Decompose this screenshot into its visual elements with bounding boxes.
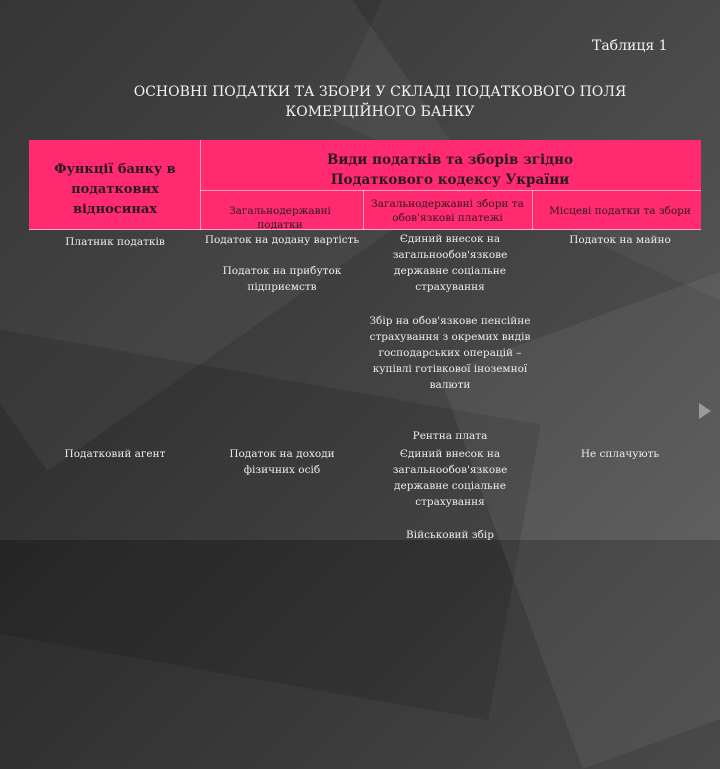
next-slide-arrow-icon[interactable]: [699, 403, 711, 419]
column-divider: [363, 190, 364, 230]
header-divider: [200, 190, 701, 191]
cell-unified-contribution: Єдиний внесок на загальнообов'язкове державне соціальне страхування: [392, 233, 508, 293]
header-state-taxes: Загальнодержавні податки: [229, 205, 331, 231]
cell-unified-contribution-agent: Єдиний внесок на загальнообов'язкове державне соціальне страхування: [392, 448, 508, 508]
cell-pension-fee: Збір на обов'язкове пенсійне страхування з окремих видів господарських операцій – купівлі готівкової іноземної валюти: [369, 315, 531, 391]
cell-vat: Податок на додану вартість: [204, 234, 360, 246]
cell-personal-income-tax: Податок на доходи фізичних осіб: [229, 448, 335, 476]
cell-military-fee: Військовий збір: [406, 529, 494, 541]
table-caption: Таблиця 1: [592, 38, 668, 54]
header-tax-types: Види податків та зборів згідно Податкового кодексу України: [326, 152, 574, 188]
cell-not-paid: Не сплачують: [580, 448, 660, 460]
header-local-taxes: Місцеві податки та збори: [549, 205, 691, 217]
page-title: [60, 82, 700, 122]
header-bottom-line: [29, 229, 701, 230]
row-role-taxpayer: Платник податків: [65, 236, 165, 248]
header-state-fees: Загальнодержавні збори та обов'язкові платежі: [371, 198, 524, 224]
cell-rent-payment: Рентна плата: [412, 430, 488, 442]
row-role-tax-agent: Податковий агент: [64, 448, 166, 460]
cell-profit-tax: Податок на прибуток підприємств: [222, 265, 342, 293]
title-line-2: КОМЕРЦІЙНОГО БАНКУ: [285, 104, 475, 120]
column-divider: [200, 140, 201, 230]
header-functions: Функції банку в податкових відносинах: [54, 162, 176, 217]
cell-property-tax: Податок на майно: [569, 234, 671, 246]
title-line-1: ОСНОВНІ ПОДАТКИ ТА ЗБОРИ У СКЛАДІ ПОДАТКОВОГО ПОЛЯ: [133, 84, 627, 100]
column-divider: [532, 190, 533, 230]
